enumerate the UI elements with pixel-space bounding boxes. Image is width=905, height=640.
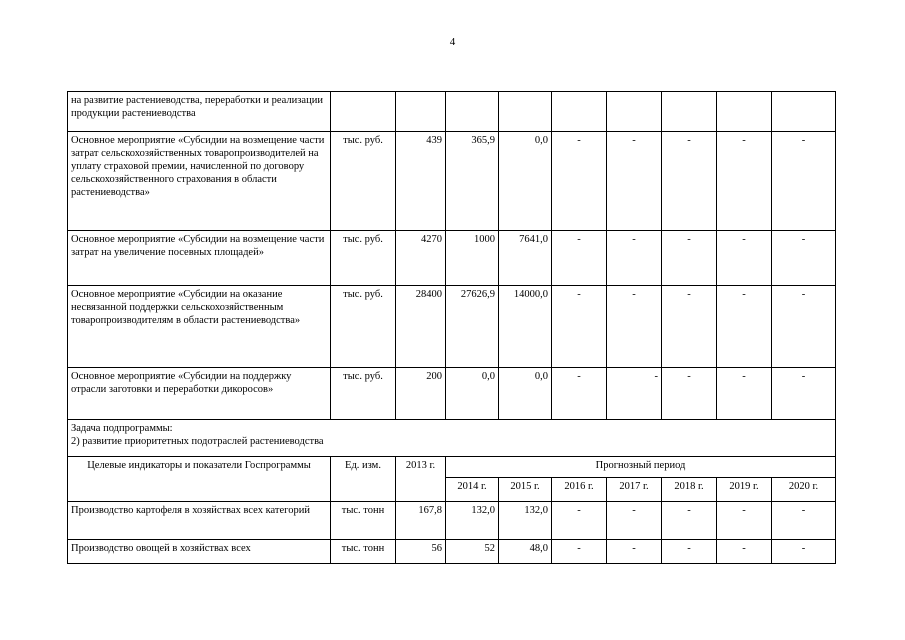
value-2017: -: [607, 368, 662, 420]
value-2020: -: [772, 132, 836, 231]
value-2013: [396, 92, 446, 132]
value-2018: -: [662, 368, 717, 420]
table-row: [68, 368, 836, 420]
value-2013: 167,8: [396, 502, 446, 540]
indicators-table: [67, 91, 836, 564]
row-description: Основное мероприятие «Субсидии на возмещение части затрат на увеличение посевных площадей»: [68, 231, 331, 286]
value-2019: -: [717, 231, 772, 286]
row-description: Производство картофеля в хозяйствах всех категорий: [68, 502, 331, 540]
value-2017: -: [607, 540, 662, 564]
value-2018: -: [662, 540, 717, 564]
row-description: на развитие растениеводства, переработки и реализации продукции растениеводства: [68, 92, 331, 132]
task-title: Задача подпрограммы:: [71, 423, 173, 434]
row-unit: тыс. руб.: [331, 286, 396, 368]
value-2015: 7641,0: [499, 231, 552, 286]
table-row: [68, 132, 836, 231]
row-unit: тыс. руб.: [331, 132, 396, 231]
row-description: Производство овощей в хозяйствах всех: [68, 540, 331, 564]
value-2016: -: [552, 368, 607, 420]
value-2016: -: [552, 132, 607, 231]
header-year: 2016 г.: [552, 478, 607, 502]
value-2017: -: [607, 231, 662, 286]
value-2016: -: [552, 286, 607, 368]
header-row: [68, 457, 836, 478]
value-2015: 48,0: [499, 540, 552, 564]
header-year: 2015 г.: [499, 478, 552, 502]
value-2018: -: [662, 132, 717, 231]
header-unit: Ед. изм.: [331, 457, 396, 502]
value-2020: -: [772, 231, 836, 286]
value-2014: 365,9: [446, 132, 499, 231]
value-2014: [446, 92, 499, 132]
value-2015: [499, 92, 552, 132]
value-2014: 0,0: [446, 368, 499, 420]
value-2016: -: [552, 540, 607, 564]
header-year: 2014 г.: [446, 478, 499, 502]
value-2018: [662, 92, 717, 132]
value-2017: -: [607, 286, 662, 368]
value-2016: [552, 92, 607, 132]
value-2019: -: [717, 286, 772, 368]
header-year: 2019 г.: [717, 478, 772, 502]
value-2013: 28400: [396, 286, 446, 368]
row-unit: тыс. руб.: [331, 368, 396, 420]
value-2013: 56: [396, 540, 446, 564]
row-unit: [331, 92, 396, 132]
value-2019: -: [717, 540, 772, 564]
value-2020: -: [772, 540, 836, 564]
value-2019: [717, 92, 772, 132]
value-2018: -: [662, 502, 717, 540]
value-2016: -: [552, 231, 607, 286]
value-2015: 132,0: [499, 502, 552, 540]
value-2017: -: [607, 502, 662, 540]
header-indicators: Целевые индикаторы и показатели Госпрограммы: [68, 457, 331, 502]
row-unit: тыс. тонн: [331, 502, 396, 540]
value-2020: -: [772, 286, 836, 368]
subprogram-task: [68, 420, 836, 457]
task-description: 2) развитие приоритетных подотраслей растениеводства: [71, 436, 324, 447]
value-2014: 52: [446, 540, 499, 564]
table-row: [68, 231, 836, 286]
row-description: Основное мероприятие «Субсидии на оказание несвязанной поддержки сельскохозяйственным товаропроизводителям в области растениеводства»: [68, 286, 331, 368]
row-description: Основное мероприятие «Субсидии на возмещение части затрат сельскохозяйственных товаропроизводителей на уплату страховой премии, начисленной по договору сельскохозяйственного страхования в области растениеводства»: [68, 132, 331, 231]
value-2020: -: [772, 502, 836, 540]
value-2015: 0,0: [499, 132, 552, 231]
table-row: [68, 540, 836, 564]
value-2017: [607, 92, 662, 132]
header-forecast-period: Прогнозный период: [446, 457, 836, 478]
row-description: Основное мероприятие «Субсидии на поддержку отрасли заготовки и переработки дикоросов»: [68, 368, 331, 420]
header-year: 2020 г.: [772, 478, 836, 502]
row-unit: тыс. тонн: [331, 540, 396, 564]
value-2014: 1000: [446, 231, 499, 286]
value-2013: 4270: [396, 231, 446, 286]
value-2018: -: [662, 286, 717, 368]
value-2015: 0,0: [499, 368, 552, 420]
value-2019: -: [717, 132, 772, 231]
header-2013: 2013 г.: [396, 457, 446, 502]
value-2013: 200: [396, 368, 446, 420]
header-year: 2018 г.: [662, 478, 717, 502]
page-number: 4: [449, 36, 456, 48]
value-2017: -: [607, 132, 662, 231]
header-year: 2017 г.: [607, 478, 662, 502]
table-row: [68, 286, 836, 368]
value-2019: -: [717, 502, 772, 540]
value-2019: -: [717, 368, 772, 420]
value-2015: 14000,0: [499, 286, 552, 368]
row-unit: тыс. руб.: [331, 231, 396, 286]
value-2013: 439: [396, 132, 446, 231]
table-row: [68, 502, 836, 540]
value-2014: 27626,9: [446, 286, 499, 368]
value-2014: 132,0: [446, 502, 499, 540]
value-2020: [772, 92, 836, 132]
table-row: [68, 92, 836, 132]
value-2018: -: [662, 231, 717, 286]
value-2020: -: [772, 368, 836, 420]
task-row: [68, 420, 836, 457]
value-2016: -: [552, 502, 607, 540]
